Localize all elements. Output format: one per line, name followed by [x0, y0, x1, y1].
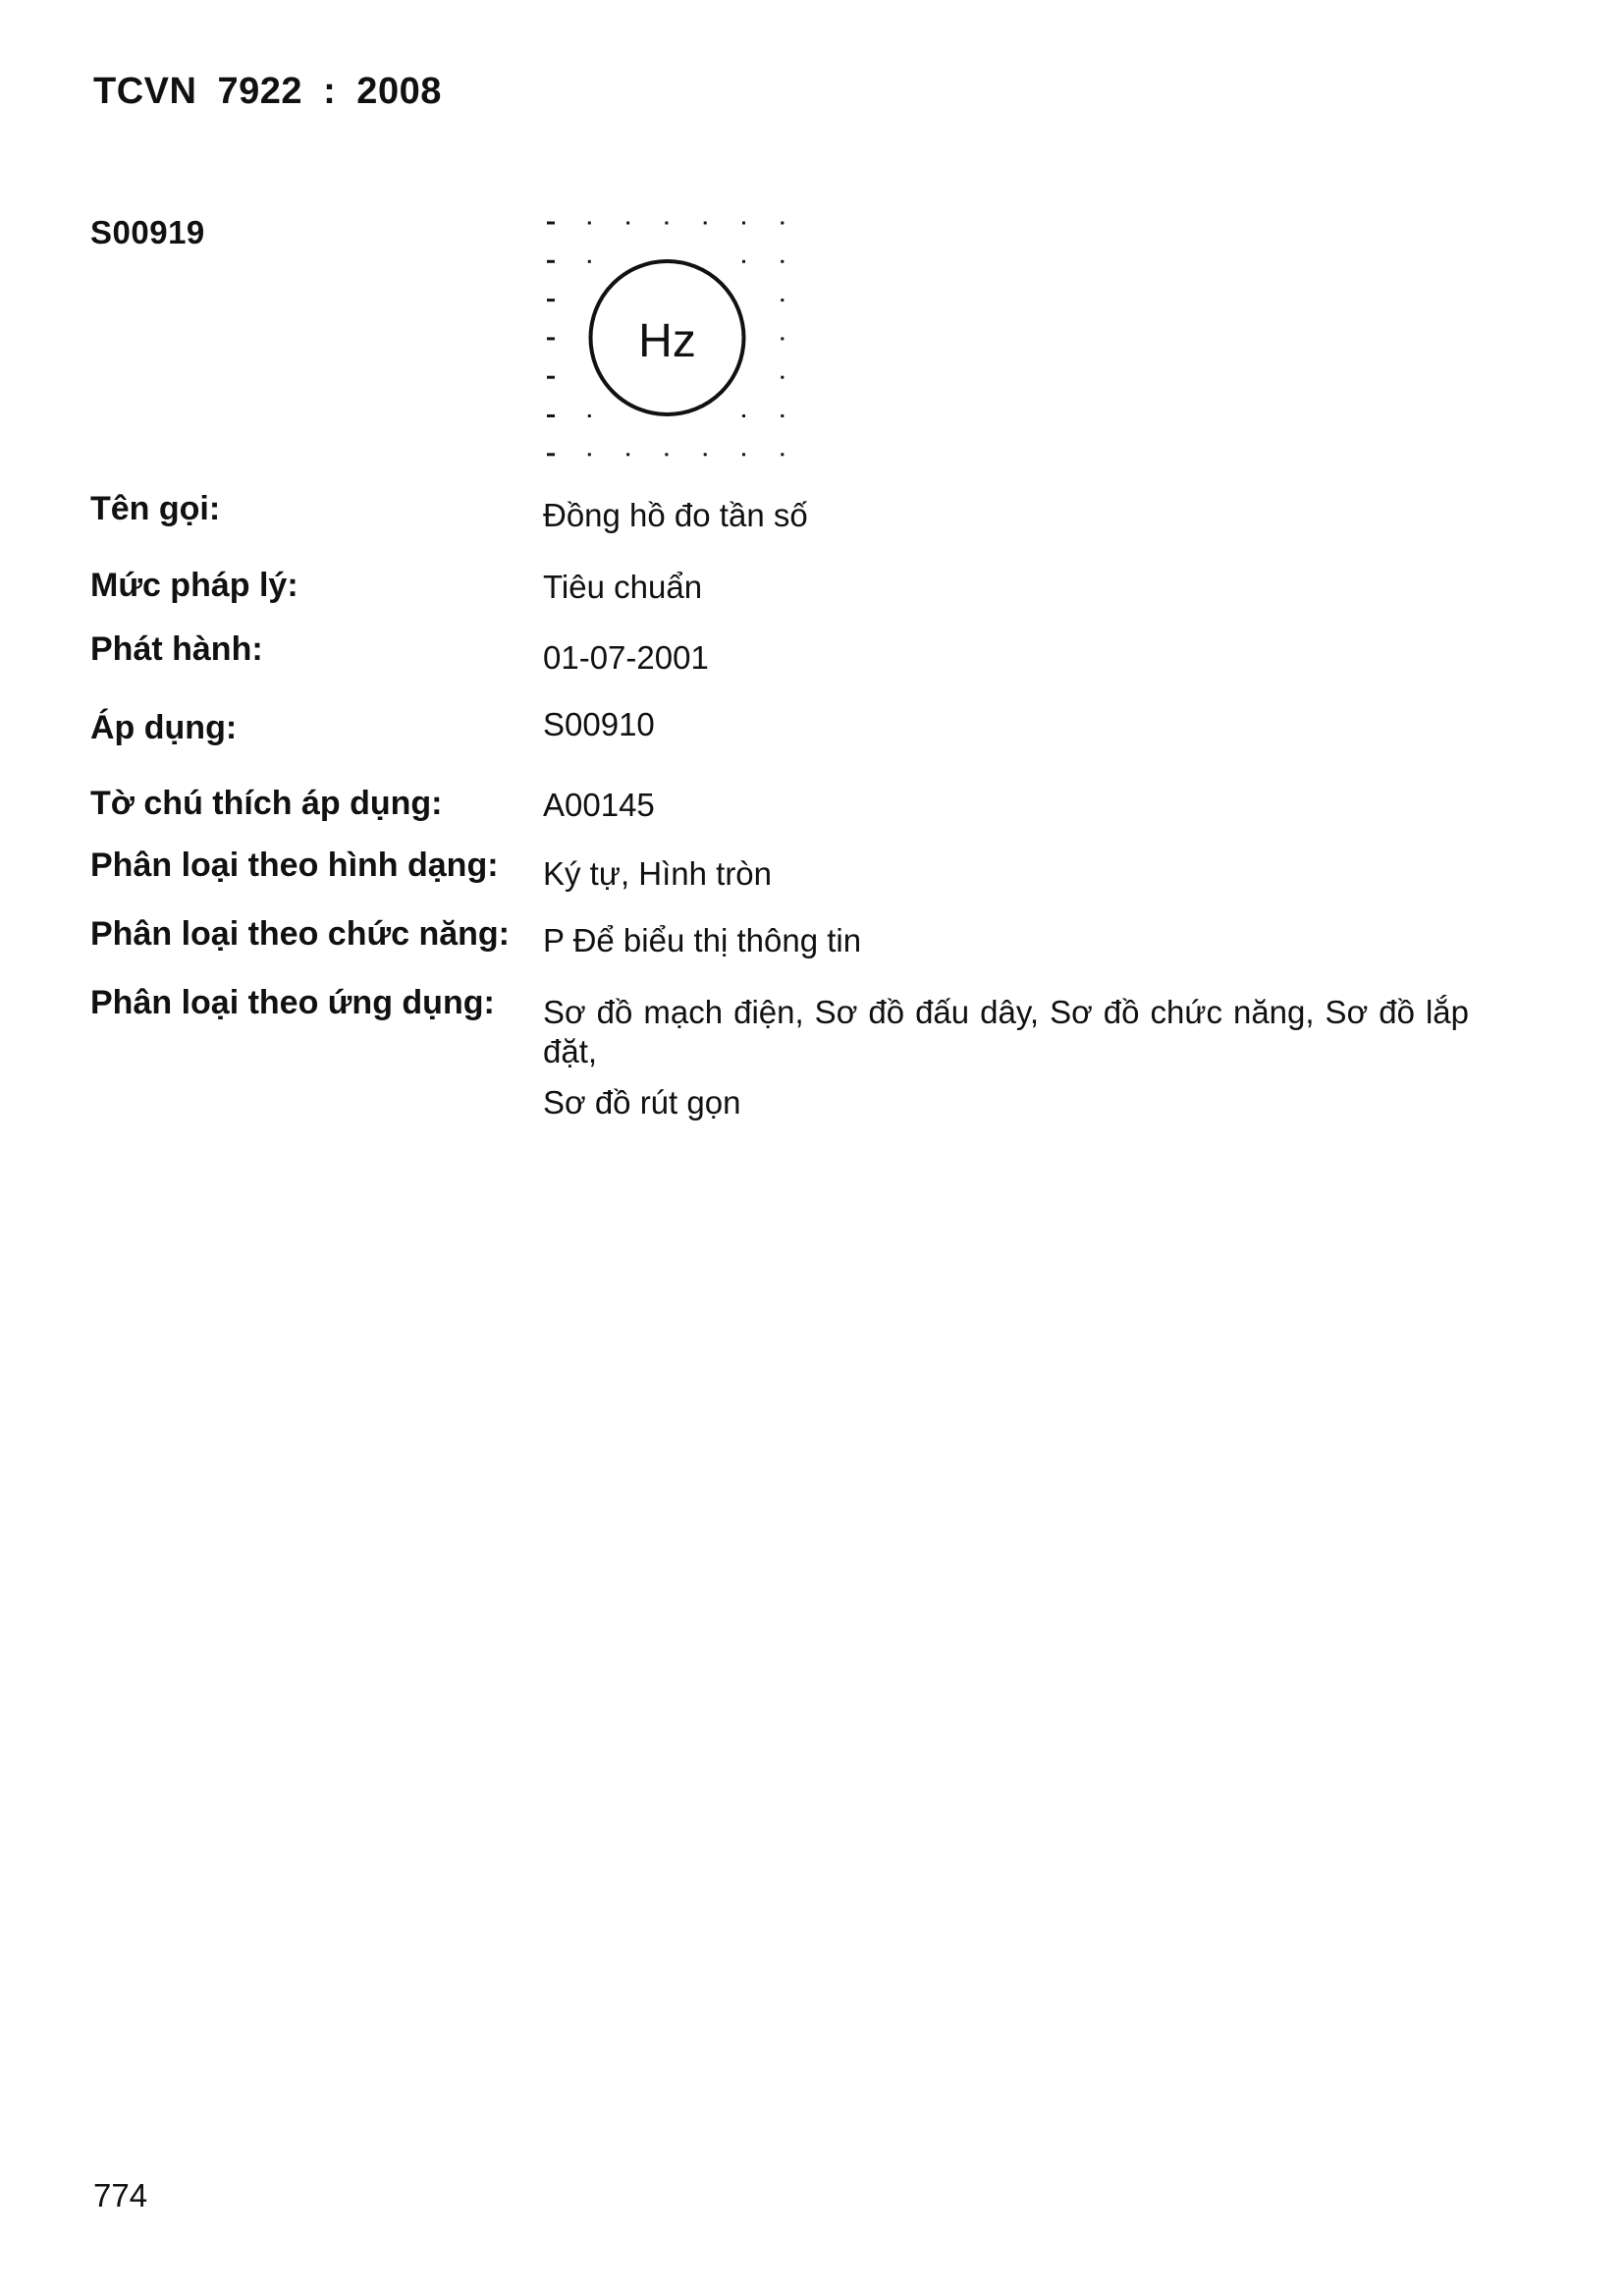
- field-value: Ký tự, Hình tròn: [543, 855, 773, 892]
- field-value: P Để biểu thị thông tin: [543, 922, 862, 958]
- field-label: Tờ chú thích áp dụng:: [90, 785, 443, 822]
- field-label: Áp dụng:: [90, 709, 238, 746]
- field-label: Phân loại theo hình dạng:: [90, 847, 499, 884]
- frequency-meter-symbol-figure: [539, 211, 796, 468]
- field-row-phan-loai-hinh-dang: [90, 846, 1469, 893]
- field-row-ten-goi: [90, 489, 1469, 536]
- field-value: 01-07-2001: [543, 639, 709, 676]
- field-value: [543, 993, 1469, 1122]
- field-row-phan-loai-ung-dung: [90, 983, 1469, 1121]
- field-label: Phát hành:: [90, 630, 263, 668]
- field-value: Đồng hồ đo tần số: [543, 497, 808, 533]
- field-row-ap-dung: [90, 708, 1469, 755]
- field-row-to-chu-thich: [90, 784, 1469, 831]
- field-row-phan-loai-chuc-nang: [90, 914, 1469, 961]
- field-row-phat-hanh: [90, 629, 1469, 677]
- field-value: A00145: [543, 787, 655, 823]
- symbol-hz-label: Hz: [638, 315, 696, 367]
- field-value-line-1: Sơ đồ mạch điện, Sơ đồ đấu dây, Sơ đồ chức năng, Sơ đồ lắp đặt,: [543, 994, 1469, 1069]
- field-label: Phân loại theo chức năng:: [90, 915, 510, 953]
- symbol-id: S00919: [90, 214, 205, 250]
- page-number: 774: [93, 2177, 148, 2214]
- standard-title: TCVN 7922 : 2008: [93, 71, 442, 112]
- field-value: Tiêu chuẩn: [543, 569, 703, 605]
- field-value: S00910: [543, 706, 655, 742]
- field-label: Phân loại theo ứng dụng:: [90, 984, 495, 1021]
- field-label: Tên gọi:: [90, 490, 221, 527]
- field-label: Mức pháp lý:: [90, 567, 298, 604]
- field-value-line-2: Sơ đồ rút gọn: [543, 1084, 741, 1121]
- field-row-muc-phap-ly: [90, 566, 1469, 613]
